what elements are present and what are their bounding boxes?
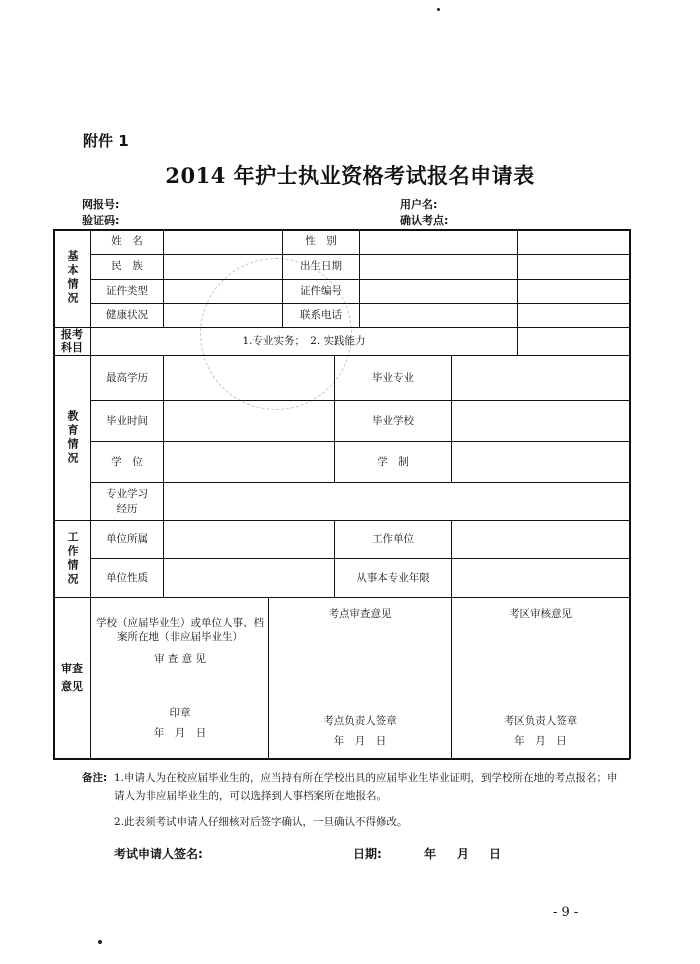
- date-month: 月: [457, 847, 470, 861]
- review-site-title: 考点审查意见: [328, 607, 392, 620]
- review-school-title: 学校（应届毕业生）或单位人事、档案所在地（非应届毕业生）: [96, 616, 264, 643]
- section-subject: [54, 327, 90, 355]
- note-2: 2.此表须考试申请人仔细核对后签字确认，一旦确认不得修改。: [114, 816, 408, 828]
- scan-speck: [437, 8, 440, 11]
- review-school-date: 年 月 日: [153, 726, 207, 739]
- date-label: 日期:: [353, 847, 382, 861]
- label-work-unit: 工作单位: [372, 533, 414, 546]
- form-title: 2014 年护士执业资格考试报名申请表: [165, 163, 535, 188]
- label-id-no: 证件编号: [300, 284, 342, 297]
- label-grad-time: 毕业时间: [106, 414, 148, 427]
- page-number: - 9 -: [553, 905, 579, 920]
- review-site-sign: 考点负责人签章: [323, 714, 397, 727]
- confirm-site-label: 确认考点:: [400, 214, 449, 227]
- label-phone: 联系电话: [300, 308, 342, 321]
- label-birth: 出生日期: [300, 260, 342, 273]
- signature-label: 考试申请人签名:: [114, 847, 203, 861]
- label-study-history: [91, 483, 163, 520]
- verify-code-label: 验证码:: [82, 214, 120, 227]
- label-years: 从事本专业年限: [356, 571, 430, 584]
- note-1: 1.申请人为在校应届毕业生的，应当持有所在学校出具的应届毕业生毕业证明，到学校所在地的考点报名；申请人为非应届毕业生的，可以选择到人事档案所在地报名。: [114, 772, 618, 802]
- label-study-history-text: 专业学习经历: [106, 488, 148, 515]
- date-year: 年: [424, 847, 437, 861]
- subject-options: 1.专业实务； 2. 实践能力: [242, 334, 366, 347]
- label-unit-nature: 单位性质: [106, 571, 148, 584]
- section-education: 教育情况: [65, 409, 79, 466]
- label-academic-degree: 学 位: [111, 455, 143, 468]
- label-degree: 最高学历: [106, 371, 148, 384]
- section-subject-text: 报考科目: [61, 327, 83, 354]
- review-region-date: 年 月 日: [514, 734, 567, 747]
- review-school-seal: 印章: [169, 706, 191, 719]
- section-review-text: 审查意见: [61, 662, 83, 693]
- label-school: 毕业学校: [372, 414, 414, 427]
- label-ethnicity: 民 族: [111, 260, 143, 273]
- label-major: 毕业专业: [372, 371, 414, 384]
- section-review: [54, 597, 90, 759]
- date-day: 日: [489, 847, 502, 861]
- label-unit-affiliation: 单位所属: [106, 533, 148, 546]
- review-region-sign: 考区负责人签章: [503, 714, 578, 727]
- section-basic: 基本情况: [65, 250, 79, 306]
- label-id-type: 证件类型: [106, 284, 148, 297]
- label-duration: 学 制: [377, 455, 409, 468]
- username-label: 用户名:: [400, 198, 438, 211]
- review-site-date: 年 月 日: [333, 734, 387, 747]
- online-no-label: 网报号:: [82, 198, 120, 211]
- review-region-title: 考区审核意见: [509, 607, 572, 620]
- label-name: 姓 名: [111, 235, 143, 248]
- notes-label: 备注:: [82, 772, 108, 784]
- review-school-sub: 审 查 意 见: [153, 652, 206, 665]
- section-work: 工作情况: [65, 530, 79, 587]
- label-health: 健康状况: [106, 308, 148, 321]
- scan-speck: [98, 940, 102, 944]
- label-gender: 性 别: [305, 235, 337, 248]
- annex-label: 附件 1: [83, 132, 129, 150]
